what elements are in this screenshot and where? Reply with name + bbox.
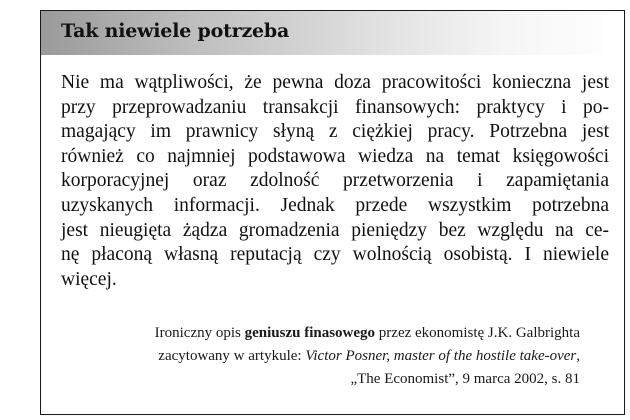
- paragraph-line: również co najmniej podstawowa wiedza na temat księgowości: [61, 145, 609, 167]
- quote-paragraph: [61, 71, 609, 292]
- caption-line-3: „The Economist”, 9 marca 2002, s. 81: [350, 371, 580, 387]
- source-caption: [155, 322, 580, 391]
- paragraph-line: nę płaconą własną reputacją czy wolnością osobistą. I niewiele: [61, 244, 609, 266]
- paragraph-line: korporacyjnej oraz zdolność przetworzenia i zapamiętania: [61, 170, 609, 192]
- paragraph-line: przy przeprowadzaniu transakcji finansowych: praktycy i po-: [61, 96, 609, 118]
- caption-text: przez ekonomistę J.K. Galbrighta: [375, 325, 580, 341]
- quote-box: [40, 10, 625, 415]
- article-title: Victor Posner, master of the hostile take-over: [305, 348, 577, 364]
- paragraph-line: magający im prawnicy słyną z ciężkiej pracy. Potrzebna jest: [61, 121, 609, 143]
- caption-line-1: [155, 322, 580, 345]
- caption-text: zacytowany w artykule:: [158, 348, 306, 364]
- caption-text: Ironiczny opis: [154, 325, 245, 341]
- box-title: Tak niewiele potrzeba: [61, 20, 290, 42]
- paragraph-line: jest nieugięta żądza gromadzenia pieniędzy bez względu na ce-: [61, 219, 609, 241]
- paragraph-line: Nie ma wątpliwości, że pewna doza pracowitości konieczna jest: [61, 72, 609, 93]
- paragraph-line: więcej.: [61, 268, 117, 290]
- caption-text: ,: [576, 348, 580, 364]
- title-bar: [41, 11, 624, 55]
- paragraph-line: uzyskanych informacji. Jednak przede wszystkim potrzebna: [61, 194, 609, 216]
- caption-line-2: [155, 345, 580, 368]
- caption-bold-text: geniuszu finasowego: [244, 325, 376, 341]
